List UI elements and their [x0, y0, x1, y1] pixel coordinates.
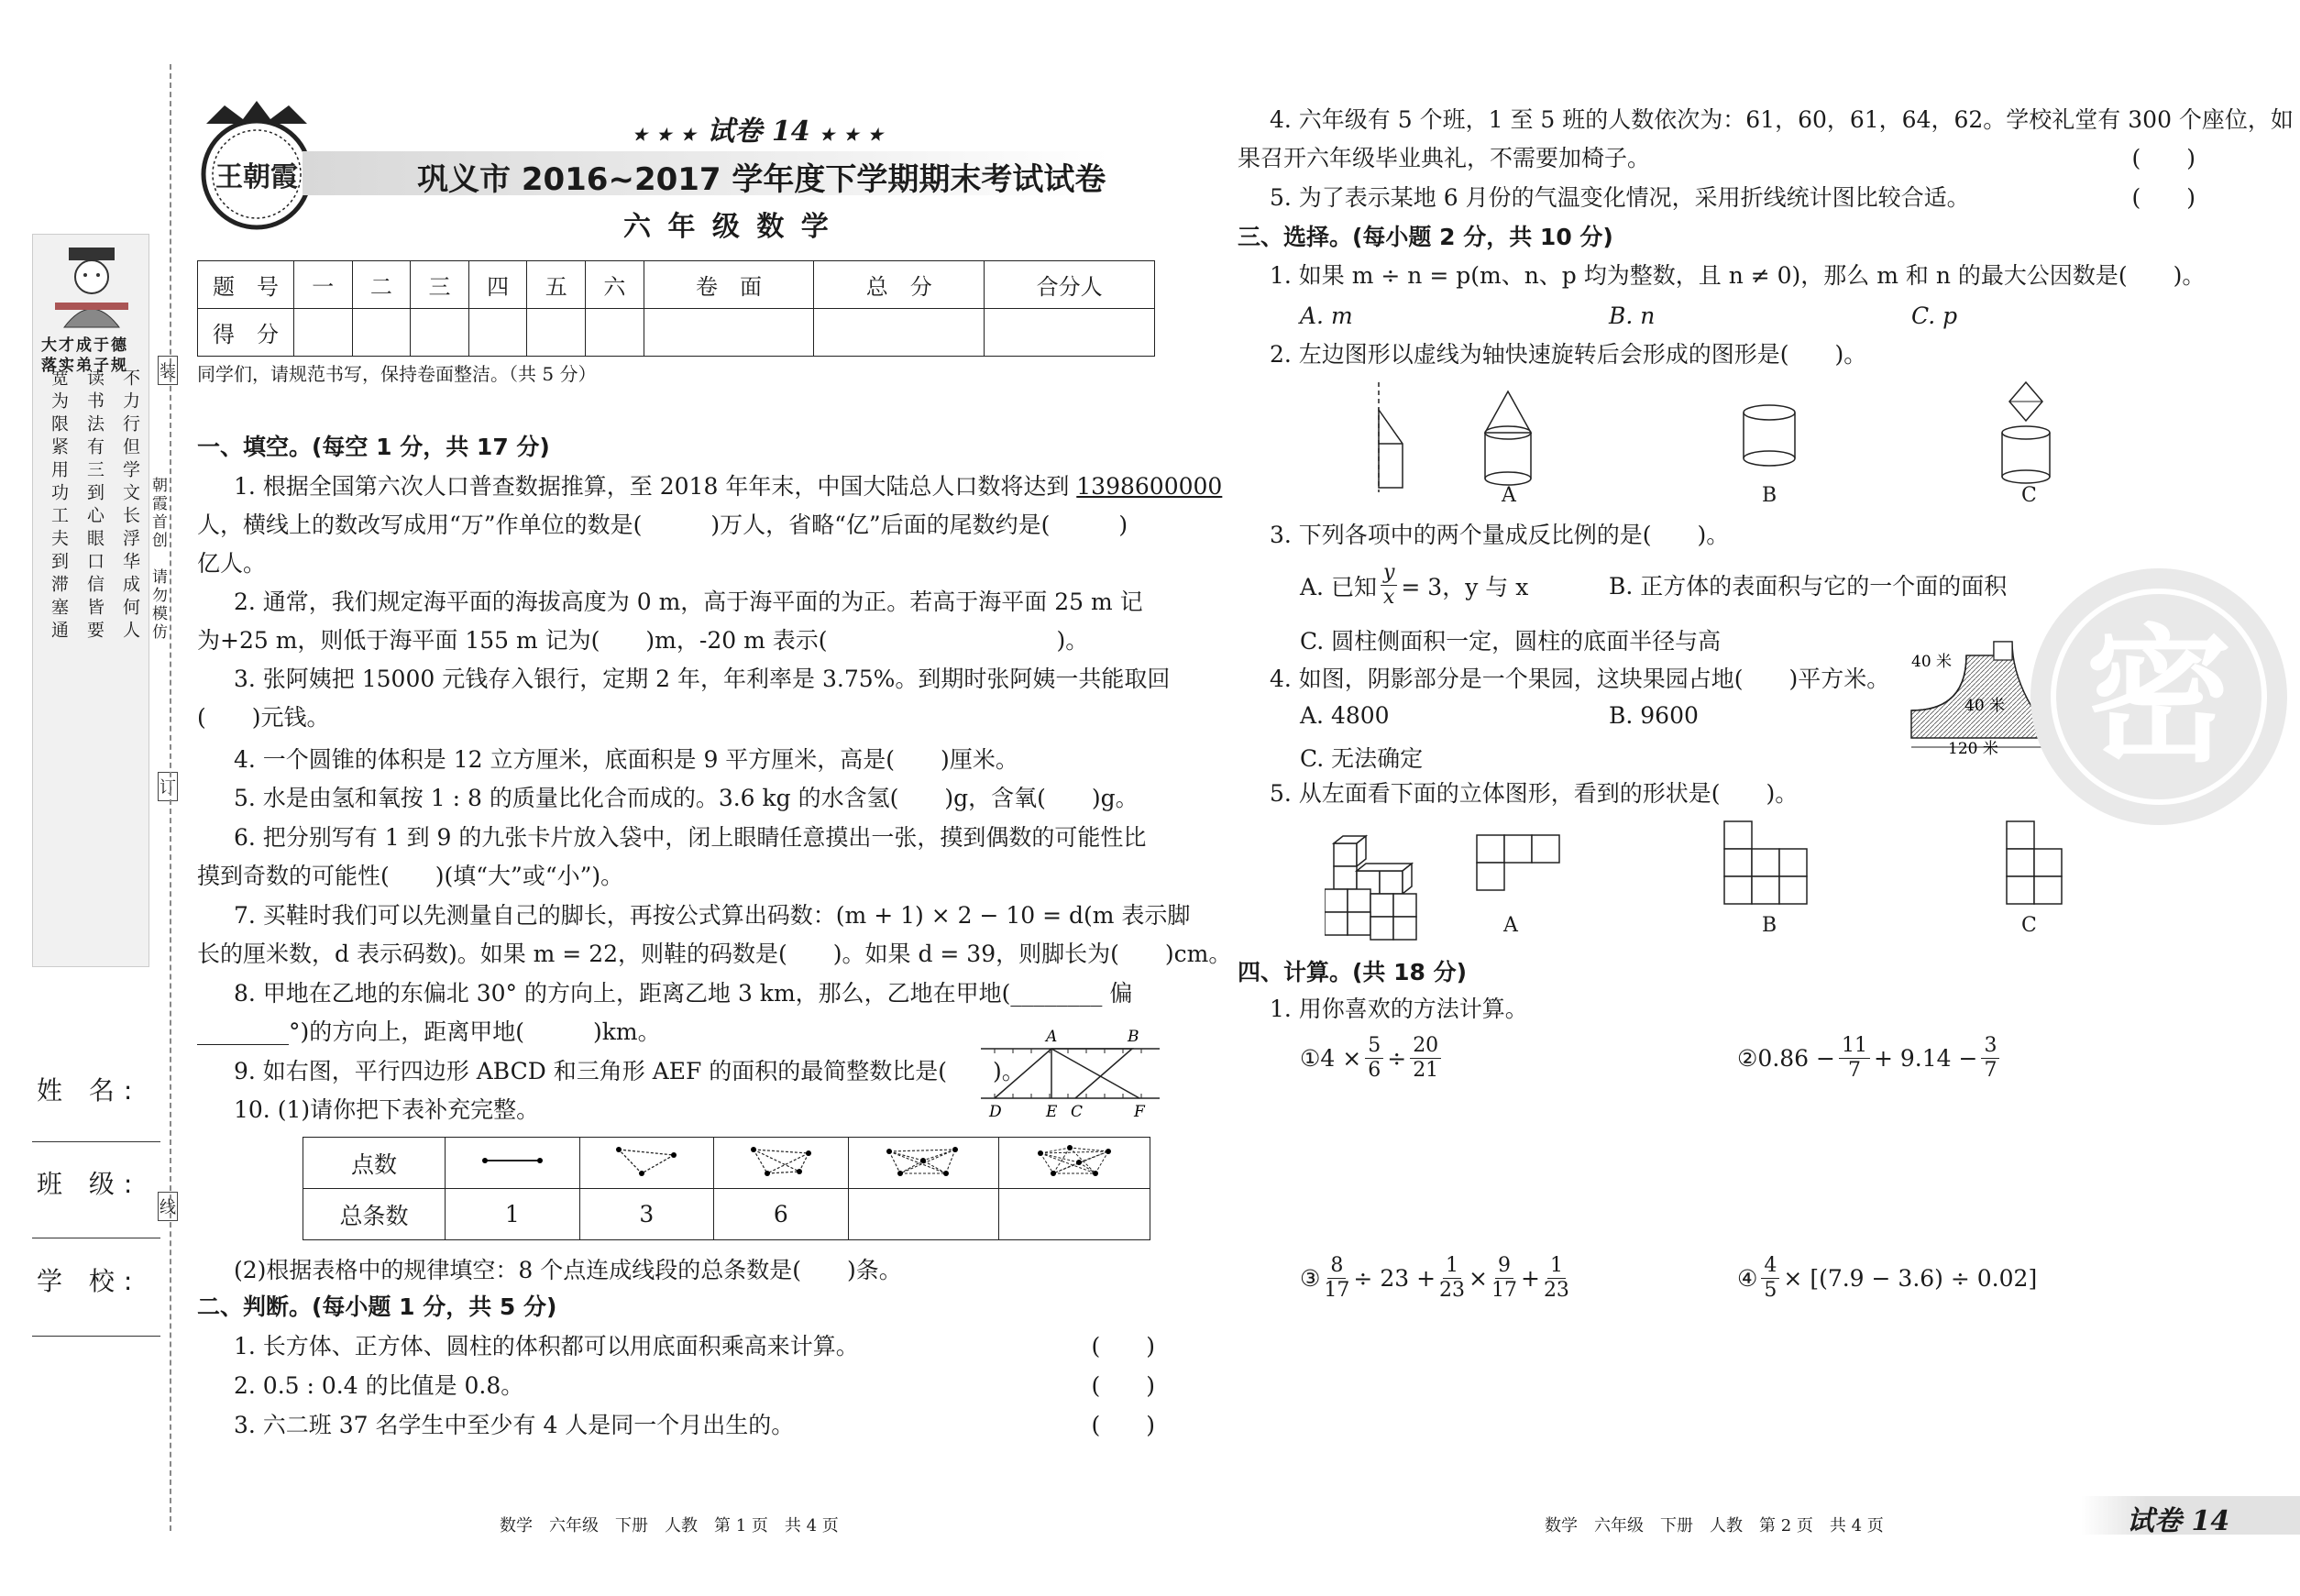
seal-mark: 线 [158, 1192, 178, 1221]
calc-text: × [(7.9 − 3.6) ÷ 0.02] [1783, 1265, 2038, 1292]
denominator: x [1382, 586, 1395, 609]
motto-col: 宽为限紧用功工夫到滞塞通 [49, 369, 69, 644]
question: 2. 左边图形以虚线为轴快速旋转后会形成的图形是( )。 [1270, 341, 1867, 368]
points-figure [714, 1138, 849, 1189]
class-label: 班 级: [37, 1169, 142, 1199]
fig-label: 40 米 [1964, 697, 2006, 715]
score-header: 六 [586, 261, 644, 309]
name-label: 姓 名: [37, 1075, 142, 1106]
score-header: 三 [411, 261, 469, 309]
question [197, 468, 1223, 506]
score-cell[interactable] [586, 309, 644, 357]
fraction [1491, 1254, 1517, 1303]
points-figure [579, 1138, 714, 1189]
points-row-label: 点数 [303, 1138, 446, 1189]
numerator: 1 [1443, 1254, 1461, 1279]
denominator: 17 [1491, 1279, 1517, 1302]
choice-option[interactable] [1300, 561, 1528, 610]
points-row-label: 总条数 [303, 1189, 446, 1240]
question: 9. 如右图，平行四边形 ABCD 和三角形 AEF 的面积的最简整数比是( )。 [234, 1058, 1025, 1084]
fig-label: D [989, 1103, 1002, 1121]
judge-text: 果召开六年级毕业典礼，不需要加椅子。 [1238, 145, 1651, 171]
choice-option[interactable]: C. 无法确定 [1300, 745, 1424, 772]
binding-line [170, 64, 171, 1531]
question: 3. 张阿姨把 15000 元钱存入银行，定期 2 年，年利率是 3.75%。到期时张阿姨一共能取回 [234, 666, 1171, 692]
judge-item: 4. 六年级有 5 个班，1 至 5 班的人数依次为：61，60，61，64，62。学校礼堂有 300 个座位，如 [1270, 106, 2294, 133]
question: 亿人。 [197, 550, 267, 577]
score-header: 二 [352, 261, 411, 309]
motto-col: 读书法有三到心眼口信皆要 [84, 369, 105, 644]
question: (2)根据表格中的规律填空：8 个点连成线段的总条数是( )条。 [234, 1257, 902, 1283]
question: 1. 如果 m ÷ n = p(m、n、p 均为整数，且 n ≠ 0)，那么 m 和 n 的最大公因数是( )。 [1270, 262, 2206, 289]
fig-label: 40 米 [1911, 653, 1953, 671]
view-option-b[interactable] [1723, 820, 1811, 908]
numerator: y [1381, 561, 1397, 586]
question: 为+25 m，则低于海平面 155 m 记为( )m，-20 m 表示( )。 [197, 627, 1089, 654]
question: 5. 从左面看下面的立体图形，看到的形状是( )。 [1270, 780, 1799, 807]
score-header: 题 号 [198, 261, 294, 309]
section3-title: 三、选择。(每小题 2 分，共 10 分) [1238, 224, 1613, 250]
judge-text: 3. 六二班 37 名学生中至少有 4 人是同一个月出生的。 [234, 1412, 795, 1438]
count-cell-blank[interactable] [999, 1189, 1150, 1240]
score-cell[interactable] [294, 309, 353, 357]
question: 8. 甲地在乙地的东偏北 30° 的方向上，距离乙地 3 km，那么，乙地在甲地(________ 偏 [234, 980, 1133, 1007]
answer-paren[interactable]: ( ) [2131, 145, 2195, 171]
question: 10. (1)请你把下表补充完整。 [234, 1096, 540, 1123]
score-cell[interactable] [468, 309, 527, 357]
numerator: 20 [1410, 1034, 1441, 1059]
question: 3. 下列各项中的两个量成反比例的是( )。 [1270, 522, 1730, 548]
choice-option[interactable]: A. m [1300, 303, 1353, 329]
choice-option[interactable]: C. p [1911, 303, 1958, 329]
q1-text: 1. 根据全国第六次人口普查数据推算，至 2018 年年末，中国大陆总人口数将达到 [234, 473, 1077, 500]
question: 4. 一个圆锥的体积是 12 立方厘米，底面积是 9 平方厘米，高是( )厘米。 [234, 746, 1018, 773]
calc-text: 4 × [1320, 1045, 1362, 1072]
score-table [197, 260, 1155, 357]
answer-paren[interactable]: ( ) [2131, 184, 2195, 211]
view-option-a[interactable] [1476, 834, 1564, 893]
choice-option[interactable]: C [2021, 914, 2037, 937]
question: 6. 把分别写有 1 到 9 的九张卡片放入袋中，闭上眼睛任意摸出一张，摸到偶数的可能性比 [234, 824, 1147, 851]
seal-mark: 订 [158, 772, 178, 801]
choice-option[interactable]: C. 圆柱侧面积一定，圆柱的底面半径与高 [1300, 628, 1722, 655]
choice-option[interactable]: A [1502, 484, 1516, 507]
denominator: 23 [1543, 1279, 1569, 1302]
fraction [1324, 1254, 1349, 1303]
answer-paren[interactable]: ( ) [1091, 1372, 1155, 1399]
count-cell: 1 [446, 1189, 580, 1240]
calc-expression-4 [1737, 1254, 2037, 1303]
fraction [1439, 1254, 1465, 1303]
secret-watermark [2021, 559, 2296, 834]
numerator: 8 [1327, 1254, 1346, 1279]
footer-left: 数学 六年级 下册 人教 第 1 页 共 4 页 [500, 1516, 839, 1535]
judge-item [197, 1367, 1155, 1405]
question: 4. 如图，阴影部分是一个果园，这块果园占地( )平方米。 [1270, 666, 1890, 692]
judge-text: 1. 长方体、正方体、圆柱的体积都可以用底面积乘高来计算。 [234, 1333, 859, 1359]
fig-label: B [1128, 1028, 1139, 1046]
denominator: 6 [1368, 1059, 1381, 1082]
question: ( )元钱。 [197, 704, 330, 731]
question: 人，横线上的数改写成用“万”作单位的数是( )万人，省略“亿”后面的尾数约是( ) [197, 512, 1128, 538]
choice-option[interactable]: A [1503, 914, 1518, 937]
exam-title: 巩义市 2016~2017 学年度下学期期末考试试卷 [417, 161, 1106, 198]
exam-badge-text: 试卷 14 [707, 116, 810, 148]
judge-item [197, 1406, 1155, 1445]
fig-label: C [1071, 1103, 1084, 1121]
section1-title: 一、填空。(每空 1 分，共 17 分) [197, 434, 550, 460]
seal-mark: 装 [158, 356, 178, 385]
score-cell[interactable] [411, 309, 469, 357]
score-header: 总 分 [814, 261, 985, 309]
section2-title: 二、判断。(每小题 1 分，共 5 分) [197, 1293, 557, 1320]
score-cell[interactable] [352, 309, 411, 357]
question: 1. 用你喜欢的方法计算。 [1270, 996, 1528, 1022]
calc-text: ÷ [1387, 1045, 1407, 1072]
fig-label: F [1134, 1103, 1145, 1121]
score-cell[interactable] [814, 309, 985, 357]
score-header: 卷 面 [644, 261, 814, 309]
judge-item [1238, 139, 2195, 178]
numerator: 11 [1839, 1034, 1870, 1059]
school-field[interactable] [32, 1336, 160, 1337]
score-cell[interactable] [644, 309, 814, 357]
denominator: 7 [1847, 1059, 1861, 1082]
score-header: 五 [527, 261, 586, 309]
count-cell: 3 [579, 1189, 714, 1240]
score-cell[interactable] [527, 309, 586, 357]
points-table [303, 1137, 1150, 1240]
calc-mark: ③ [1300, 1265, 1321, 1292]
subject-title: 六 年 级 数 学 [623, 211, 832, 243]
question: 2. 通常，我们规定海平面的海拔高度为 0 m，高于海平面的为正。若高于海平面 25 m 记 [234, 589, 1143, 615]
judge-item [197, 1327, 1155, 1366]
denominator: 23 [1439, 1279, 1466, 1302]
choice-option[interactable]: A. 4800 [1300, 702, 1390, 729]
points-figure [999, 1138, 1150, 1189]
choice-option[interactable]: C [2021, 484, 2037, 507]
choice-option[interactable]: B. 9600 [1609, 702, 1699, 729]
question: 长的厘米数，d 表示码数)。如果 m = 22，则鞋的码数是( )。如果 d = 39，则脚长为( )cm。 [197, 941, 1232, 967]
answer-paren[interactable]: ( ) [1091, 1412, 1155, 1438]
count-cell: 6 [714, 1189, 849, 1240]
scholar-illustration [41, 240, 142, 332]
numerator: 3 [1981, 1034, 1999, 1059]
calc-expression-3 [1300, 1254, 1573, 1303]
calc-text: + [1520, 1265, 1540, 1292]
side-note: 朝霞首创 请勿模仿 [149, 477, 167, 642]
judge-text: 5. 为了表示某地 6 月份的气温变化情况，采用折线统计图比较合适。 [1270, 184, 1970, 211]
school-label: 学 校: [37, 1266, 142, 1296]
slogan-1: 大才成于德 [41, 336, 128, 355]
fraction [1981, 1034, 1999, 1083]
count-cell-blank[interactable] [848, 1189, 999, 1240]
calc-expression-1 [1300, 1034, 1445, 1083]
score-header: 一 [294, 261, 353, 309]
question: 5. 水是由氢和氧按 1 : 8 的质量比化合而成的。3.6 kg 的水含氢( )g，含氧( )g。 [234, 785, 1139, 811]
choice-option[interactable]: B [1762, 484, 1777, 507]
judge-item [1270, 179, 2195, 217]
score-header: 合分人 [985, 261, 1155, 309]
calc-mark: ② [1737, 1045, 1758, 1072]
denominator: 5 [1764, 1279, 1777, 1302]
fraction [1410, 1034, 1441, 1083]
svg-text:王朝霞: 王朝霞 [215, 161, 298, 193]
numerator: 4 [1761, 1254, 1779, 1279]
answer-paren[interactable]: ( ) [1091, 1333, 1155, 1359]
option-text: A. 已知 [1300, 573, 1377, 600]
judge-text: 2. 0.5 : 0.4 的比值是 0.8。 [234, 1372, 524, 1399]
fraction [1839, 1034, 1870, 1083]
question: ________°)的方向上，距离甲地( )km。 [197, 1018, 661, 1045]
instruction: 同学们，请规范书写，保持卷面整洁。（共 5 分） [197, 363, 597, 385]
footer-badge: 试卷 14 [2127, 1505, 2230, 1537]
choice-option[interactable]: B. n [1609, 303, 1656, 329]
rotation-figures [1366, 378, 2053, 497]
section4-title: 四、计算。(共 18 分) [1238, 959, 1468, 985]
footer-right: 数学 六年级 下册 人教 第 2 页 共 4 页 [1545, 1516, 1884, 1535]
calc-mark: ① [1300, 1045, 1321, 1072]
calc-text: ÷ 23 + [1353, 1265, 1436, 1292]
calc-text: + 9.14 − [1873, 1045, 1978, 1072]
calc-text: 0.86 − [1757, 1045, 1835, 1072]
fraction [1544, 1254, 1569, 1303]
calc-mark: ④ [1737, 1265, 1758, 1292]
numerator: 1 [1547, 1254, 1566, 1279]
name-field[interactable] [32, 1141, 160, 1142]
denominator: 21 [1413, 1059, 1439, 1082]
fraction [1381, 561, 1397, 610]
denominator: 17 [1324, 1279, 1350, 1302]
numerator: 5 [1365, 1034, 1383, 1059]
numerator: 9 [1495, 1254, 1513, 1279]
denominator: 7 [1984, 1059, 1997, 1082]
points-figure [848, 1138, 999, 1189]
choice-option[interactable]: B [1762, 914, 1777, 937]
points-figure [446, 1138, 580, 1189]
fig-label: A [1046, 1028, 1058, 1046]
fraction [1761, 1254, 1779, 1303]
fraction [1365, 1034, 1383, 1083]
question: 7. 买鞋时我们可以先测量自己的脚长，再按公式算出码数：(m + 1) × 2 − 10 = d(m 表示脚 [234, 902, 1191, 929]
score-cell[interactable] [985, 309, 1155, 357]
q1-number: 1398600000 [1076, 473, 1223, 500]
choice-option[interactable]: B. 正方体的表面积与它的一个面的面积 [1609, 573, 2008, 600]
exam-badge: ★ ★ ★ 试卷 14 ★ ★ ★ [633, 116, 886, 148]
question: 摸到奇数的可能性( )(填“大”或“小”)。 [197, 863, 624, 889]
slogan-2: 落实弟子规 [41, 357, 128, 375]
cube-stack-figure [1325, 834, 1435, 944]
score-row-label: 得 分 [198, 309, 294, 357]
score-header: 四 [468, 261, 527, 309]
calc-expression-2 [1737, 1034, 2003, 1083]
watermark-text: 密 [2085, 611, 2233, 782]
option-text: = 3，y 与 x [1401, 573, 1529, 600]
calc-text: × [1469, 1265, 1488, 1292]
motto-col: 不力行但学文长浮华成何人 [120, 369, 140, 644]
fig-label: 120 米 [1948, 740, 1998, 758]
fig-label: E [1046, 1103, 1058, 1121]
